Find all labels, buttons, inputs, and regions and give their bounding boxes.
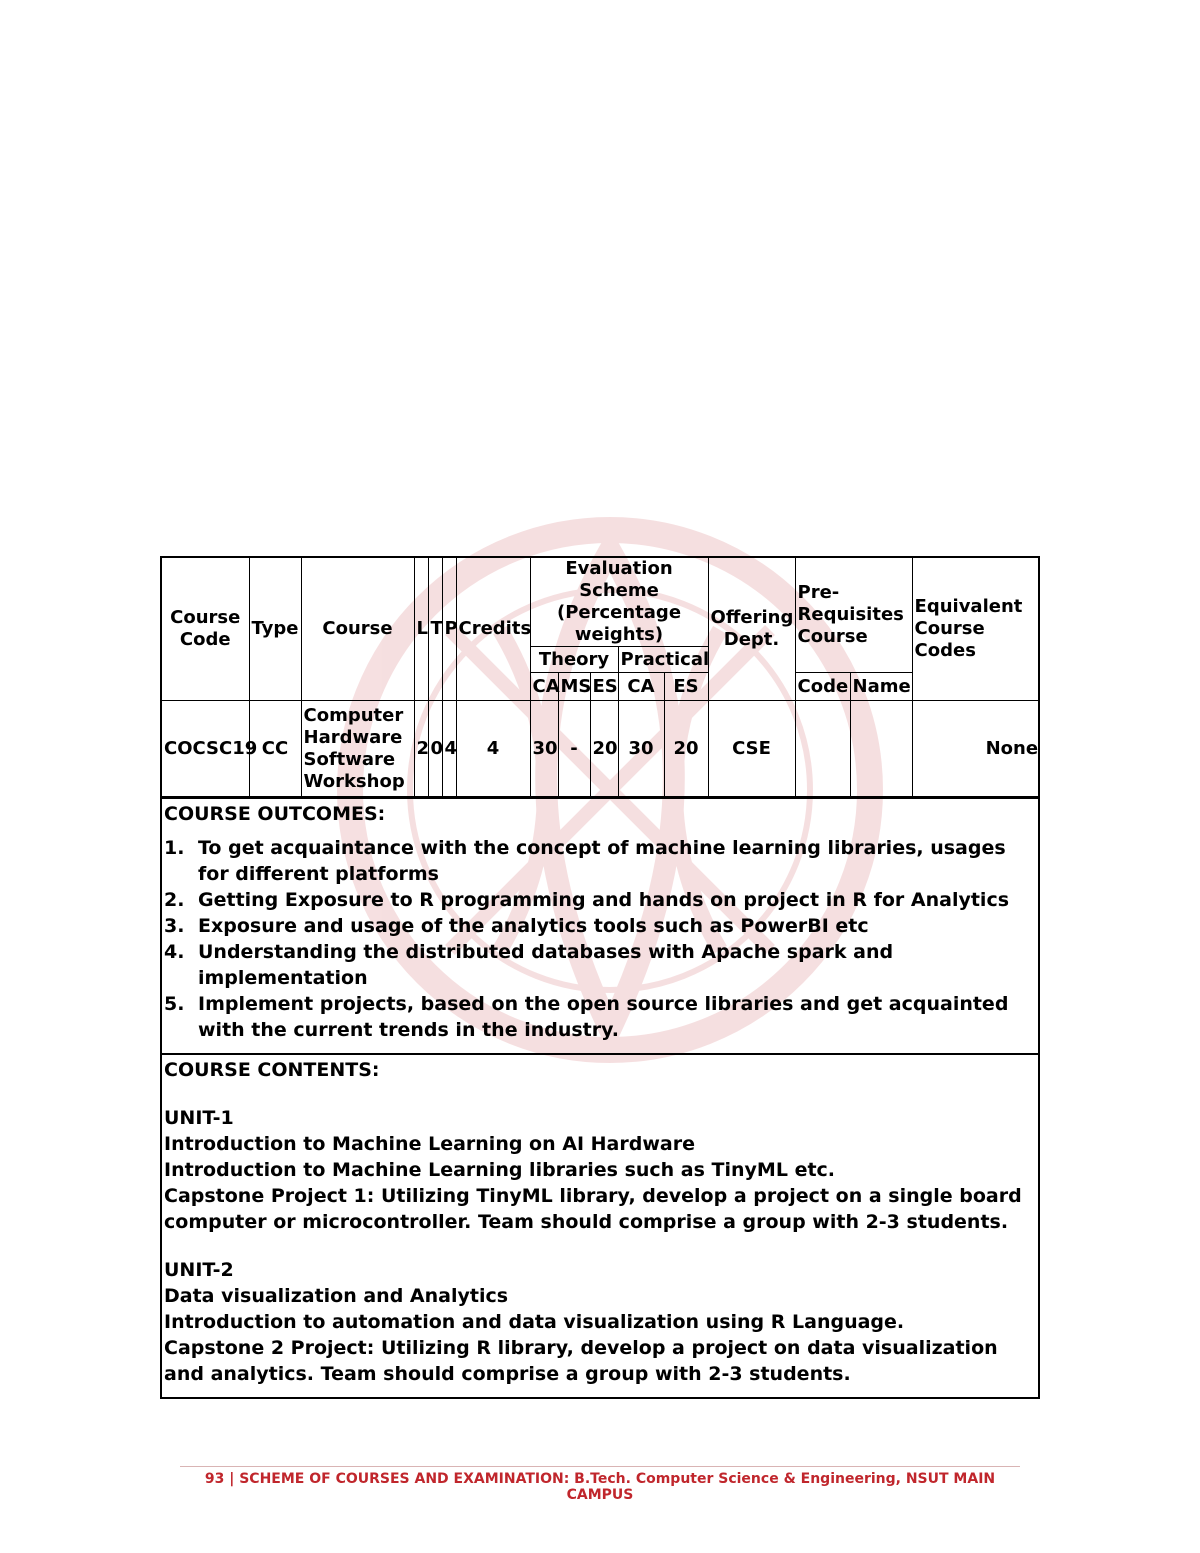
- unit-2-title: UNIT-2: [164, 1259, 234, 1281]
- outcomes-list: [164, 835, 1036, 1043]
- cell-practical-ca: 30: [618, 701, 664, 797]
- course-contents: [162, 1053, 1038, 1397]
- header-evaluation-scheme: Evaluation Scheme (Percentage weights): [530, 558, 708, 647]
- header-type: Type: [249, 558, 301, 701]
- header-course: Course: [301, 558, 414, 701]
- header-offering-dept: Offering Dept.: [708, 558, 795, 701]
- outcome-number: 1.: [164, 837, 185, 859]
- list-item: [164, 939, 1036, 991]
- cell-theory-es: 20: [590, 701, 618, 797]
- cell-course-code: COCSC19: [162, 701, 249, 797]
- outcome-text: Getting Exposure to R programming and hands on project in R for Analytics: [198, 889, 1010, 911]
- table-row: [162, 701, 1040, 797]
- contents-title: COURSE CONTENTS:: [164, 1059, 380, 1081]
- header-prerequisites: Pre- Requisites Course: [795, 558, 912, 673]
- course-document: [160, 556, 1040, 1399]
- unit-1-title: UNIT-1: [164, 1107, 234, 1129]
- header-prereq-code: Code: [795, 673, 850, 701]
- outcomes-title: COURSE OUTCOMES:: [164, 803, 386, 825]
- cell-practical-es: 20: [664, 701, 708, 797]
- list-item: [164, 913, 1036, 939]
- cell-theory-ms: -: [558, 701, 590, 797]
- header-theory: Theory: [530, 647, 618, 673]
- cell-prereq-name: [850, 701, 912, 797]
- outcome-text: To get acquaintance with the concept of machine learning libraries, usages for different platforms: [198, 837, 1006, 885]
- cell-prereq-code: [795, 701, 850, 797]
- header-theory-es: ES: [590, 673, 618, 701]
- outcome-text: Implement projects, based on the open source libraries and get acquainted with the current trends in the industry.: [198, 993, 1009, 1041]
- list-item: [164, 991, 1036, 1043]
- header-equivalent-codes: Equivalent Course Codes: [912, 558, 1040, 701]
- cell-theory-ca: 30: [530, 701, 558, 797]
- outcome-number: 2.: [164, 889, 185, 911]
- unit-1-line: Introduction to Machine Learning on AI Hardware: [164, 1133, 695, 1155]
- outcome-text: Exposure and usage of the analytics tools such as PowerBI etc: [198, 915, 869, 937]
- outcome-number: 4.: [164, 941, 185, 963]
- header-l: L: [414, 558, 428, 701]
- header-theory-ms: MS: [558, 673, 590, 701]
- cell-p: 4: [442, 701, 456, 797]
- page-footer: 93 | SCHEME OF COURSES AND EXAMINATION: B.Tech. Computer Science & Engineering, NSUT MAIN CAMPUS: [180, 1466, 1020, 1503]
- course-table: [162, 558, 1040, 797]
- cell-l: 2: [414, 701, 428, 797]
- outcome-text: Understanding the distributed databases with Apache spark and implementation: [198, 941, 894, 989]
- outcome-number: 5.: [164, 993, 185, 1015]
- list-item: [164, 835, 1036, 887]
- cell-credits: 4: [456, 701, 530, 797]
- course-outcomes: [162, 797, 1038, 1053]
- header-practical: Practical: [618, 647, 708, 673]
- header-p: P: [442, 558, 456, 701]
- header-practical-ca: CA: [618, 673, 664, 701]
- cell-equivalent: None: [912, 701, 1040, 797]
- cell-offering-dept: CSE: [708, 701, 795, 797]
- unit-2-line: Data visualization and Analytics: [164, 1285, 509, 1307]
- header-t: T: [428, 558, 442, 701]
- unit-2-line: Introduction to automation and data visualization using R Language.: [164, 1311, 905, 1333]
- header-practical-es: ES: [664, 673, 708, 701]
- outcome-number: 3.: [164, 915, 185, 937]
- header-theory-ca: CA: [530, 673, 558, 701]
- header-prereq-name: Name: [850, 673, 912, 701]
- header-credits: Credits: [456, 558, 530, 701]
- unit-1-line: Introduction to Machine Learning libraries such as TinyML etc.: [164, 1159, 836, 1181]
- unit-2-line: Capstone 2 Project: Utilizing R library, develop a project on data visualization and analytics. Team should comprise a group with 2-3 students.: [164, 1337, 998, 1385]
- list-item: [164, 887, 1036, 913]
- cell-type: CC: [249, 701, 301, 797]
- unit-1-line: Capstone Project 1: Utilizing TinyML library, develop a project on a single board computer or microcontroller. Team should comprise a group with 2-3 students.: [164, 1185, 1022, 1233]
- cell-course: Computer Hardware Software Workshop: [301, 701, 414, 797]
- cell-t: 0: [428, 701, 442, 797]
- header-course-code: Course Code: [162, 558, 249, 701]
